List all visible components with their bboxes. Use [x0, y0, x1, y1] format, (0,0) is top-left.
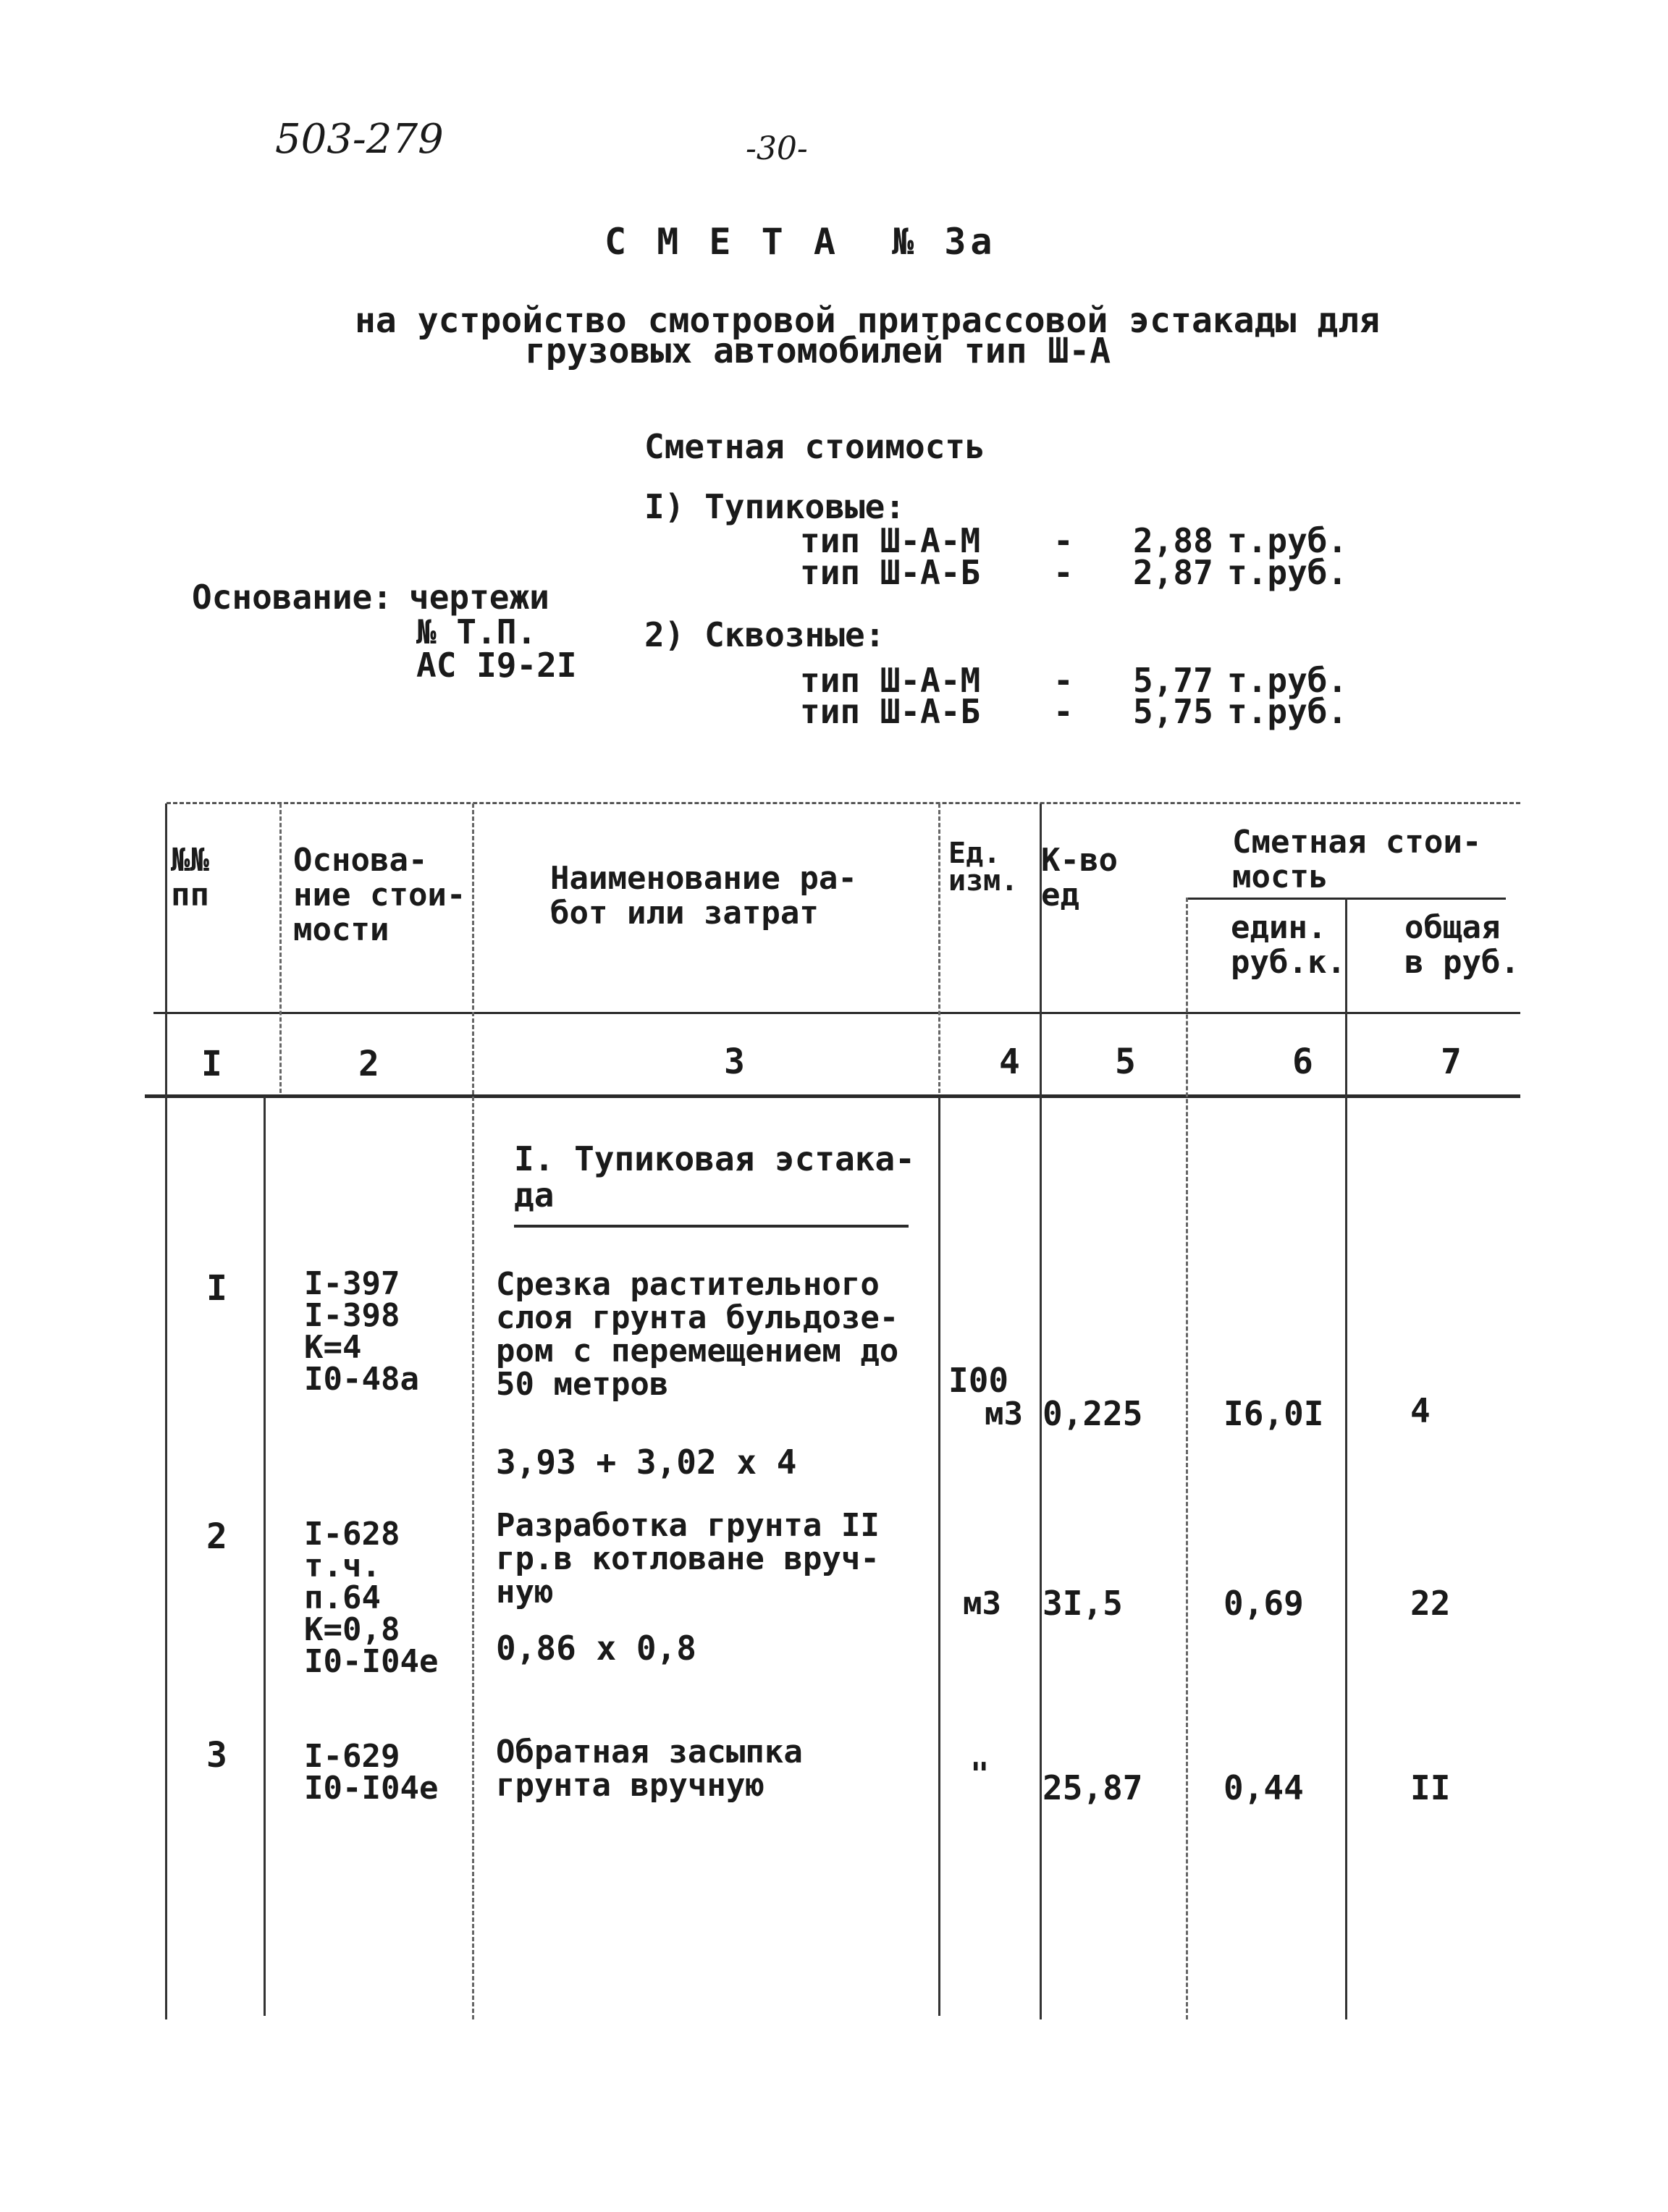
cost-item-type: тип Ш-А-М: [800, 661, 981, 700]
cost-group-through-label: 2) Сквозные:: [644, 615, 885, 654]
row-unit-price: 0,69: [1223, 1584, 1304, 1623]
row-unit: м3: [963, 1585, 1001, 1622]
subtitle-line-1: на устройство смотровой притрассовой эстакады для: [355, 300, 1381, 341]
cost-item-type: тип Ш-А-Б: [800, 692, 981, 731]
col-header-quantity: К-во ед: [1041, 842, 1118, 913]
column-divider-3: [938, 1097, 940, 2016]
basis-line-2: № Т.П.: [416, 612, 537, 651]
subtitle-line-2: грузовых автомобилей тип Ш-А: [525, 331, 1111, 371]
column-number: 5: [1115, 1042, 1136, 1082]
row-work-name: Разработка грунта II гр.в котловане вруч- ную: [496, 1507, 880, 1611]
doc-code: 503-279: [275, 116, 444, 163]
column-number: 7: [1441, 1042, 1462, 1082]
row-quantity: 25,87: [1042, 1768, 1143, 1807]
column-number: 6: [1292, 1042, 1313, 1082]
basis-line-3: АС I9-2I: [416, 646, 577, 685]
column-divider-4: [1040, 803, 1042, 2019]
cost-item-unit: т.руб.: [1227, 521, 1348, 560]
row-quantity: 0,225: [1042, 1394, 1143, 1433]
cost-item-unit: т.руб.: [1227, 661, 1348, 700]
row-unit: ": [970, 1756, 990, 1793]
row-basis: I-397 I-398 К=4 I0-48а: [304, 1265, 419, 1398]
row-total: 4: [1410, 1391, 1431, 1430]
column-divider-6: [1345, 898, 1347, 2019]
row-work-name: Срезка растительного слоя грунта бульдозе- ром с перемещением до 50 метров: [496, 1266, 899, 1403]
column-numbers-bottom-rule: [145, 1094, 1520, 1098]
cost-item-dash: -: [1053, 692, 1074, 731]
col-header-cost-group: Сметная стои- мость: [1232, 824, 1482, 895]
cost-item-value: 5,77: [1133, 661, 1213, 700]
column-divider-5: [1186, 898, 1188, 2019]
col-header-name: Наименование ра- бот или затрат: [550, 860, 857, 932]
row-total: 22: [1410, 1584, 1451, 1623]
col-header-unit-price: един. руб.к.: [1231, 909, 1346, 981]
row-unit: м3: [985, 1396, 1023, 1432]
basis-line-1: чертежи: [409, 578, 549, 617]
table-top-border: [167, 802, 1520, 804]
row-total: II: [1410, 1768, 1451, 1807]
row-work-name: Обратная засыпка грунта вручную: [496, 1734, 803, 1804]
column-number: 2: [358, 1044, 379, 1084]
column-divider-2: [472, 803, 474, 2019]
cost-item-unit: т.руб.: [1227, 553, 1348, 592]
page-number: -30-: [746, 130, 808, 167]
cost-item-value: 2,88: [1133, 521, 1213, 560]
table-left-border: [165, 803, 167, 2019]
cost-item-dash: -: [1053, 553, 1074, 592]
section-title: I. Тупиковая эстака- да: [514, 1139, 915, 1215]
col-header-basis: Основа- ние стои- мости: [293, 842, 466, 948]
column-divider-1: [279, 803, 282, 1093]
row-unit-price: 0,44: [1223, 1768, 1304, 1807]
row-formula: 3,93 + 3,02 х 4: [496, 1443, 797, 1482]
row-unit-multiplier: I00: [948, 1361, 1009, 1400]
basis-label: Основание:: [192, 578, 392, 617]
cost-group-dead-end-label: I) Тупиковые:: [644, 487, 906, 526]
cost-item-unit: т.руб.: [1227, 692, 1348, 731]
row-basis: I-628 т.ч. п.64 К=0,8 I0-I04е: [304, 1516, 439, 1680]
cost-item-value: 2,87: [1133, 553, 1213, 592]
cost-item-value: 5,75: [1133, 692, 1213, 731]
row-formula: 0,86 х 0,8: [496, 1629, 696, 1668]
column-number: I: [201, 1044, 222, 1084]
row-quantity: 3I,5: [1042, 1584, 1123, 1623]
column-divider-3-upper: [938, 803, 940, 1093]
row-unit-price: I6,0I: [1223, 1394, 1324, 1433]
cost-summary-heading: Сметная стоимость: [644, 427, 985, 466]
cost-item-dash: -: [1053, 521, 1074, 560]
column-number: 4: [999, 1042, 1020, 1082]
row-basis: I-629 I0-I04е: [304, 1738, 439, 1807]
header-bottom-rule: [153, 1012, 1520, 1014]
col-header-unit: Ед. изм.: [948, 837, 1019, 898]
cost-item-type: тип Ш-А-М: [800, 521, 981, 560]
row-number: 2: [206, 1516, 227, 1557]
col-header-number: №№ пп: [171, 842, 209, 913]
column-divider-1-lower: [264, 1097, 266, 2016]
cost-item-type: тип Ш-А-Б: [800, 553, 981, 592]
document-title: С М Е Т А № 3а: [605, 221, 997, 263]
section-title-underline: [514, 1225, 909, 1228]
row-number: I: [206, 1268, 227, 1309]
cost-item-dash: -: [1053, 661, 1074, 700]
col-header-total: общая в руб.: [1404, 909, 1520, 981]
column-number: 3: [724, 1042, 745, 1082]
row-number: 3: [206, 1735, 227, 1776]
